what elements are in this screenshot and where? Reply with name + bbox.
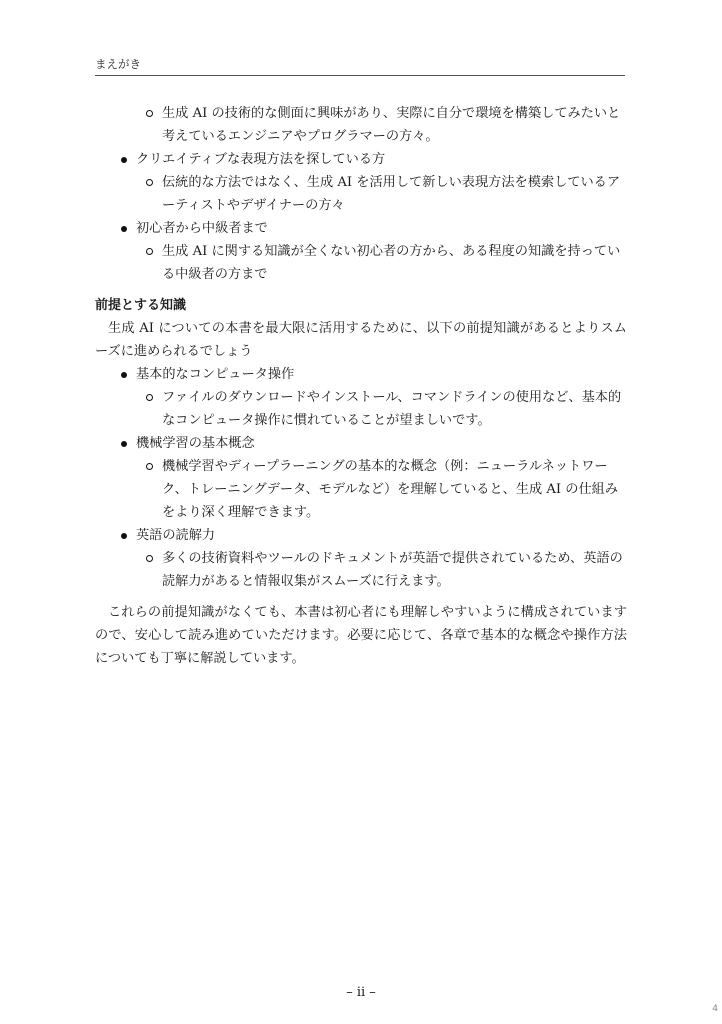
running-header <box>95 55 625 76</box>
prerequisites-list <box>95 363 627 593</box>
list-item: 初心者から中級者まで <box>95 217 627 240</box>
list-item: 生成 AI の技術的な側面に興味があり、実際に自分で環境を構築してみたいと考えているエンジニアやプログラマーの方々。 <box>95 102 627 148</box>
list-item: 基本的なコンピュータ操作 <box>95 363 627 386</box>
list-item: ファイルのダウンロードやインストール、コマンドラインの使用など、基本的なコンピュータ操作に慣れていることが望ましいです。 <box>95 386 627 432</box>
closing-paragraph: これらの前提知識がなくても、本書は初心者にも理解しやすいように構成されていますので、安心して読み進めていただけます。必要に応じて、各章で基本的な概念や操作方法についても丁寧に解説しています。 <box>95 605 627 666</box>
page-number: – ii – <box>346 985 376 1000</box>
list-item: 英語の読解力 <box>95 524 627 547</box>
list-item: 多くの技術資料やツールのドキュメントが英語で提供されているため、英語の読解力があると情報収集がスムーズに行えます。 <box>95 547 627 593</box>
page-body <box>95 102 627 670</box>
corner-page-index: 4 <box>712 1004 718 1014</box>
list-item: クリエイティブな表現方法を探している方 <box>95 148 627 171</box>
list-item: 機械学習の基本概念 <box>95 432 627 455</box>
list-item: 生成 AI に関する知識が全くない初心者の方から、ある程度の知識を持っている中級者の方まで <box>95 240 627 286</box>
list-item: 伝統的な方法ではなく、生成 AI を活用して新しい表現方法を模索しているアーティストやデザイナーの方々 <box>95 171 627 217</box>
running-header-title: まえがき <box>95 57 141 71</box>
intro-list <box>95 102 627 286</box>
section-heading: 前提とする知識 <box>95 298 187 313</box>
section-intro-paragraph: 生成 AI についての本書を最大限に活用するために、以下の前提知識があるとよりスムーズに進められるでしょう <box>95 321 627 359</box>
list-item: 機械学習やディープラーニングの基本的な概念（例：ニューラルネットワーク、トレーニングデータ、モデルなど）を理解していると、生成 AI の仕組みをより深く理解できます。 <box>95 455 627 524</box>
